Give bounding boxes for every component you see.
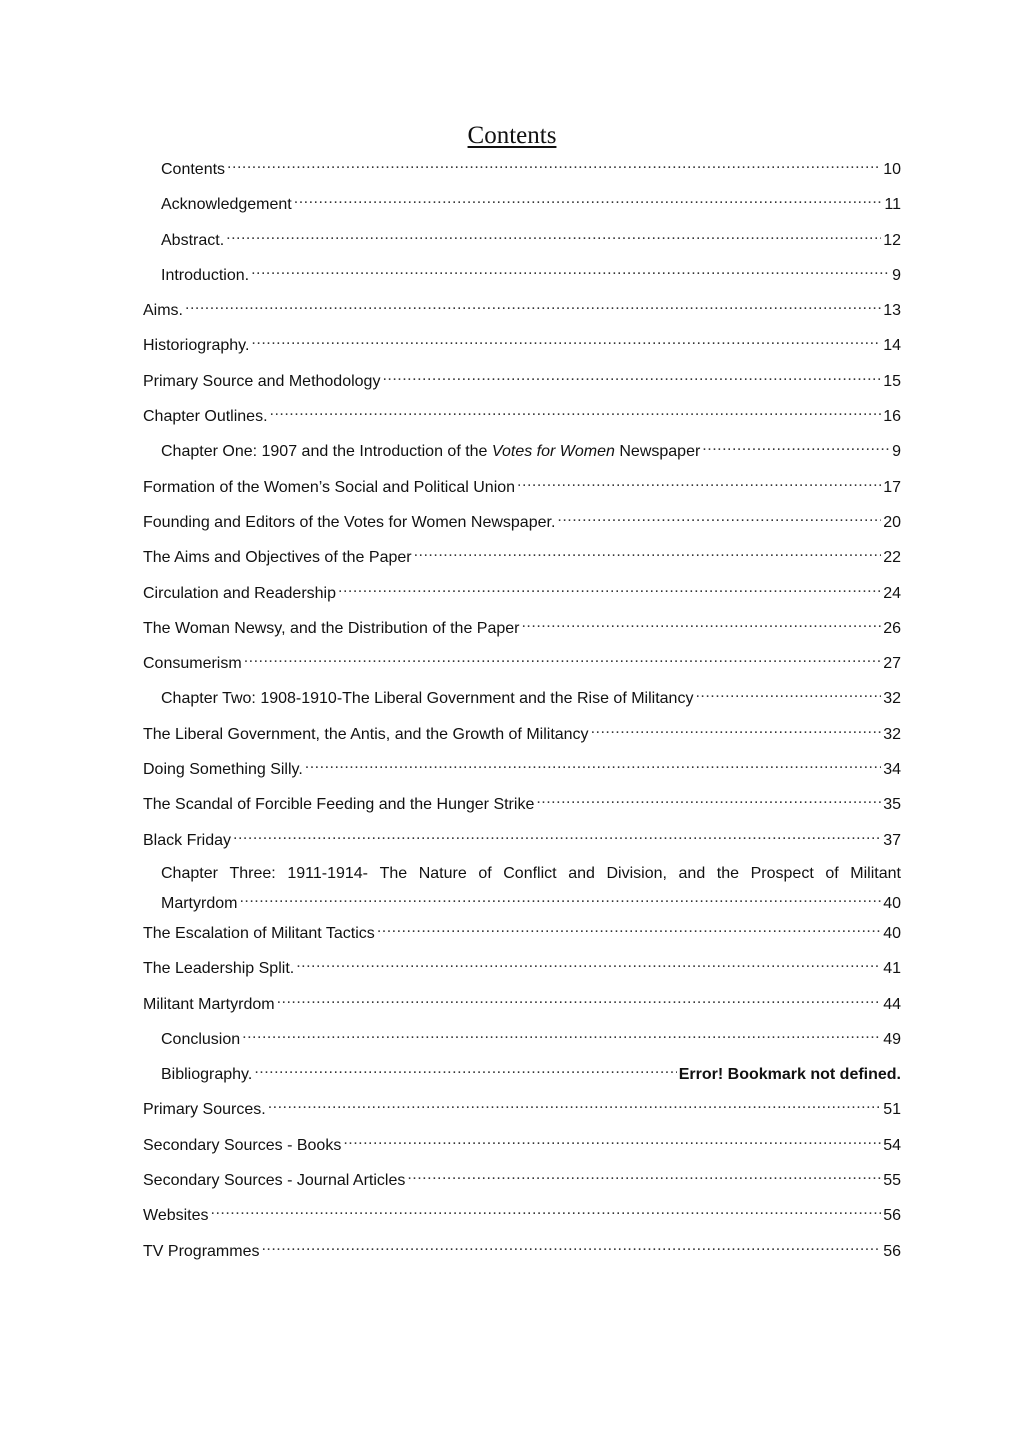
toc-entry-label (161, 442, 700, 462)
toc-page-number: 12 (883, 231, 901, 249)
label-word: the (716, 864, 740, 882)
toc-entry[interactable] (143, 683, 901, 718)
label-word: of (825, 864, 839, 882)
label-word: Conflict (503, 864, 557, 882)
toc-entry[interactable] (143, 330, 901, 365)
toc-entry[interactable] (143, 825, 901, 860)
toc-entry-label: Chapter Two: 1908-1910-The Liberal Government and the Rise of Militancy (161, 690, 694, 708)
dot-leader (254, 1063, 676, 1079)
dot-leader (277, 993, 882, 1009)
toc-entry-label: Black Friday (143, 831, 232, 849)
toc-entry[interactable] (143, 472, 901, 507)
label-text: Newspaper (614, 443, 701, 461)
toc-entry[interactable] (143, 1165, 901, 1200)
toc-entry-label: Founding and Editors of the Votes for Women Newspaper. (143, 513, 556, 531)
label-word: Militant (850, 864, 901, 882)
toc-entry[interactable] (143, 154, 901, 189)
dot-leader (702, 440, 890, 456)
toc-page-number: 15 (883, 372, 901, 390)
dot-leader (407, 1169, 881, 1185)
toc-entry-label: Martyrdom (161, 894, 238, 912)
dot-leader (261, 1240, 881, 1256)
page-title: Contents (467, 122, 557, 149)
toc-page-number: 20 (883, 513, 901, 531)
dot-leader (227, 158, 881, 174)
toc-entry[interactable] (143, 1059, 901, 1094)
toc-page-number: 51 (883, 1101, 901, 1119)
toc-entry-label: Circulation and Readership (143, 584, 336, 602)
toc-entry-label: Introduction. (161, 266, 250, 284)
toc-entry[interactable] (143, 648, 901, 683)
toc-page-number: 14 (883, 337, 901, 355)
dot-leader (695, 687, 881, 703)
toc-page-number: 9 (892, 443, 901, 461)
toc-entry[interactable] (143, 918, 901, 953)
dot-leader (270, 405, 882, 421)
toc-entry[interactable] (143, 1200, 901, 1235)
toc-page-number: 55 (883, 1172, 901, 1190)
toc-page-number: 24 (883, 584, 901, 602)
toc-entry-label: The Aims and Objectives of the Paper (143, 549, 412, 567)
toc-entry-label: Formation of the Women’s Social and Political Union (143, 478, 516, 496)
label-word: Division, (606, 864, 667, 882)
toc-entry-label: The Woman Newsy, and the Distribution of the Paper (143, 619, 520, 637)
toc-page-number: 56 (883, 1207, 901, 1225)
dot-leader (338, 582, 881, 598)
label-word: Prospect (750, 864, 814, 882)
toc-page-number: 32 (883, 725, 901, 743)
dot-leader (268, 1098, 882, 1114)
toc-entry[interactable] (143, 507, 901, 542)
label-word: and (678, 864, 706, 882)
toc-page-number: 22 (883, 549, 901, 567)
toc-entry-label: Primary Source and Methodology (143, 372, 381, 390)
label-italic-text: Votes for Women (491, 443, 615, 461)
toc-page-number: 10 (883, 161, 901, 178)
toc-entry[interactable] (143, 1094, 901, 1129)
dot-leader (251, 334, 881, 350)
toc-entry[interactable] (143, 578, 901, 613)
toc-entry-label-line (161, 864, 901, 884)
toc-entry[interactable] (143, 401, 901, 436)
label-word: of (478, 864, 492, 882)
toc-entry-label: The Escalation of Militant Tactics (143, 924, 375, 942)
toc-entry-label-line (161, 892, 901, 918)
toc-page-number: 54 (883, 1136, 901, 1154)
toc-entry[interactable] (143, 542, 901, 577)
dot-leader (414, 546, 882, 562)
dot-leader (536, 793, 881, 809)
label-word: The (379, 864, 408, 882)
toc-page-number: 34 (883, 761, 901, 779)
toc-page-number: 11 (884, 196, 901, 214)
dot-leader (382, 370, 881, 386)
toc-entry-label: Militant Martyrdom (143, 995, 275, 1013)
toc-entry-label: Bibliography. (161, 1066, 253, 1084)
toc-entry-label: Secondary Sources - Journal Articles (143, 1172, 406, 1190)
toc-entry-label: Websites (143, 1207, 209, 1225)
toc-entry[interactable] (143, 436, 901, 471)
dot-leader (244, 652, 882, 668)
toc-entry[interactable] (143, 1236, 901, 1271)
dot-leader (305, 758, 881, 774)
toc-entry-label: Contents (161, 161, 226, 178)
toc-entry[interactable] (143, 989, 901, 1024)
toc-entry-label: Primary Sources. (143, 1101, 266, 1119)
toc-entry[interactable] (143, 1024, 901, 1059)
dot-leader (296, 957, 881, 973)
toc-page-number: 26 (883, 619, 901, 637)
toc-entry-label: Conclusion (161, 1030, 241, 1048)
toc-entry[interactable] (143, 754, 901, 789)
dot-leader (517, 476, 881, 492)
dot-leader (521, 617, 881, 633)
toc-page-number: 27 (883, 655, 901, 673)
dot-leader (557, 511, 881, 527)
toc-entry-label: The Scandal of Forcible Feeding and the Hunger Strike (143, 796, 535, 814)
toc-entry[interactable] (143, 225, 901, 260)
toc-page-number: 49 (883, 1030, 901, 1048)
label-word: Nature (418, 864, 467, 882)
label-word: 1911-1914- (287, 864, 368, 882)
toc-entry-label: Historiography. (143, 337, 250, 355)
toc-entry-label: Abstract. (161, 231, 225, 249)
label-word: and (568, 864, 595, 882)
toc-entry-label: Secondary Sources - Books (143, 1136, 342, 1154)
toc-page-number: 32 (883, 690, 901, 708)
toc-page-number: 16 (883, 408, 901, 426)
toc-entry-label: Aims. (143, 302, 183, 320)
toc-entry[interactable] (143, 719, 901, 754)
label-text: Chapter One: 1907 and the Introduction of the (161, 443, 492, 461)
toc-page-number: 13 (883, 302, 901, 320)
toc-page-number: 56 (883, 1242, 901, 1260)
toc-entry-label: TV Programmes (143, 1242, 260, 1260)
toc-entry[interactable] (143, 953, 901, 988)
dot-leader (591, 723, 882, 739)
toc-entry-chapter-three[interactable] (143, 860, 901, 918)
toc-entry-label: Acknowledgement (161, 196, 292, 214)
toc-entry[interactable] (143, 366, 901, 401)
toc-entry[interactable] (143, 295, 901, 330)
dot-leader (343, 1134, 881, 1150)
dot-leader (233, 829, 881, 845)
label-word: Three: (229, 864, 276, 882)
dot-leader (185, 299, 881, 315)
table-of-contents (143, 154, 901, 1271)
toc-page-number: 41 (883, 960, 901, 978)
toc-page-number: 40 (883, 924, 901, 942)
toc-page-number: 35 (883, 796, 901, 814)
dot-leader (242, 1028, 881, 1044)
toc-entry[interactable] (143, 613, 901, 648)
toc-page-number: 40 (883, 894, 901, 912)
toc-error-message: Error! Bookmark not defined. (678, 1066, 901, 1084)
dot-leader (377, 922, 881, 938)
toc-entry[interactable] (143, 789, 901, 824)
dot-leader (226, 229, 881, 245)
toc-entry-label: The Liberal Government, the Antis, and the Growth of Militancy (143, 725, 589, 743)
toc-page-number: 37 (883, 831, 901, 849)
toc-entry-label: Doing Something Silly. (143, 761, 303, 779)
dot-leader (251, 264, 890, 280)
toc-entry[interactable] (143, 260, 901, 295)
toc-entry-label: Consumerism (143, 655, 242, 673)
dot-leader (294, 193, 883, 209)
toc-page-number: 17 (883, 478, 901, 496)
label-word: Chapter (161, 864, 218, 882)
toc-entry[interactable] (143, 189, 901, 224)
toc-page-number: 9 (892, 266, 901, 284)
dot-leader (239, 892, 881, 908)
toc-page-number: 44 (883, 995, 901, 1013)
toc-entry-label: The Leadership Split. (143, 960, 295, 978)
toc-entry-label: Chapter Outlines. (143, 408, 268, 426)
dot-leader (211, 1204, 882, 1220)
toc-entry[interactable] (143, 1130, 901, 1165)
